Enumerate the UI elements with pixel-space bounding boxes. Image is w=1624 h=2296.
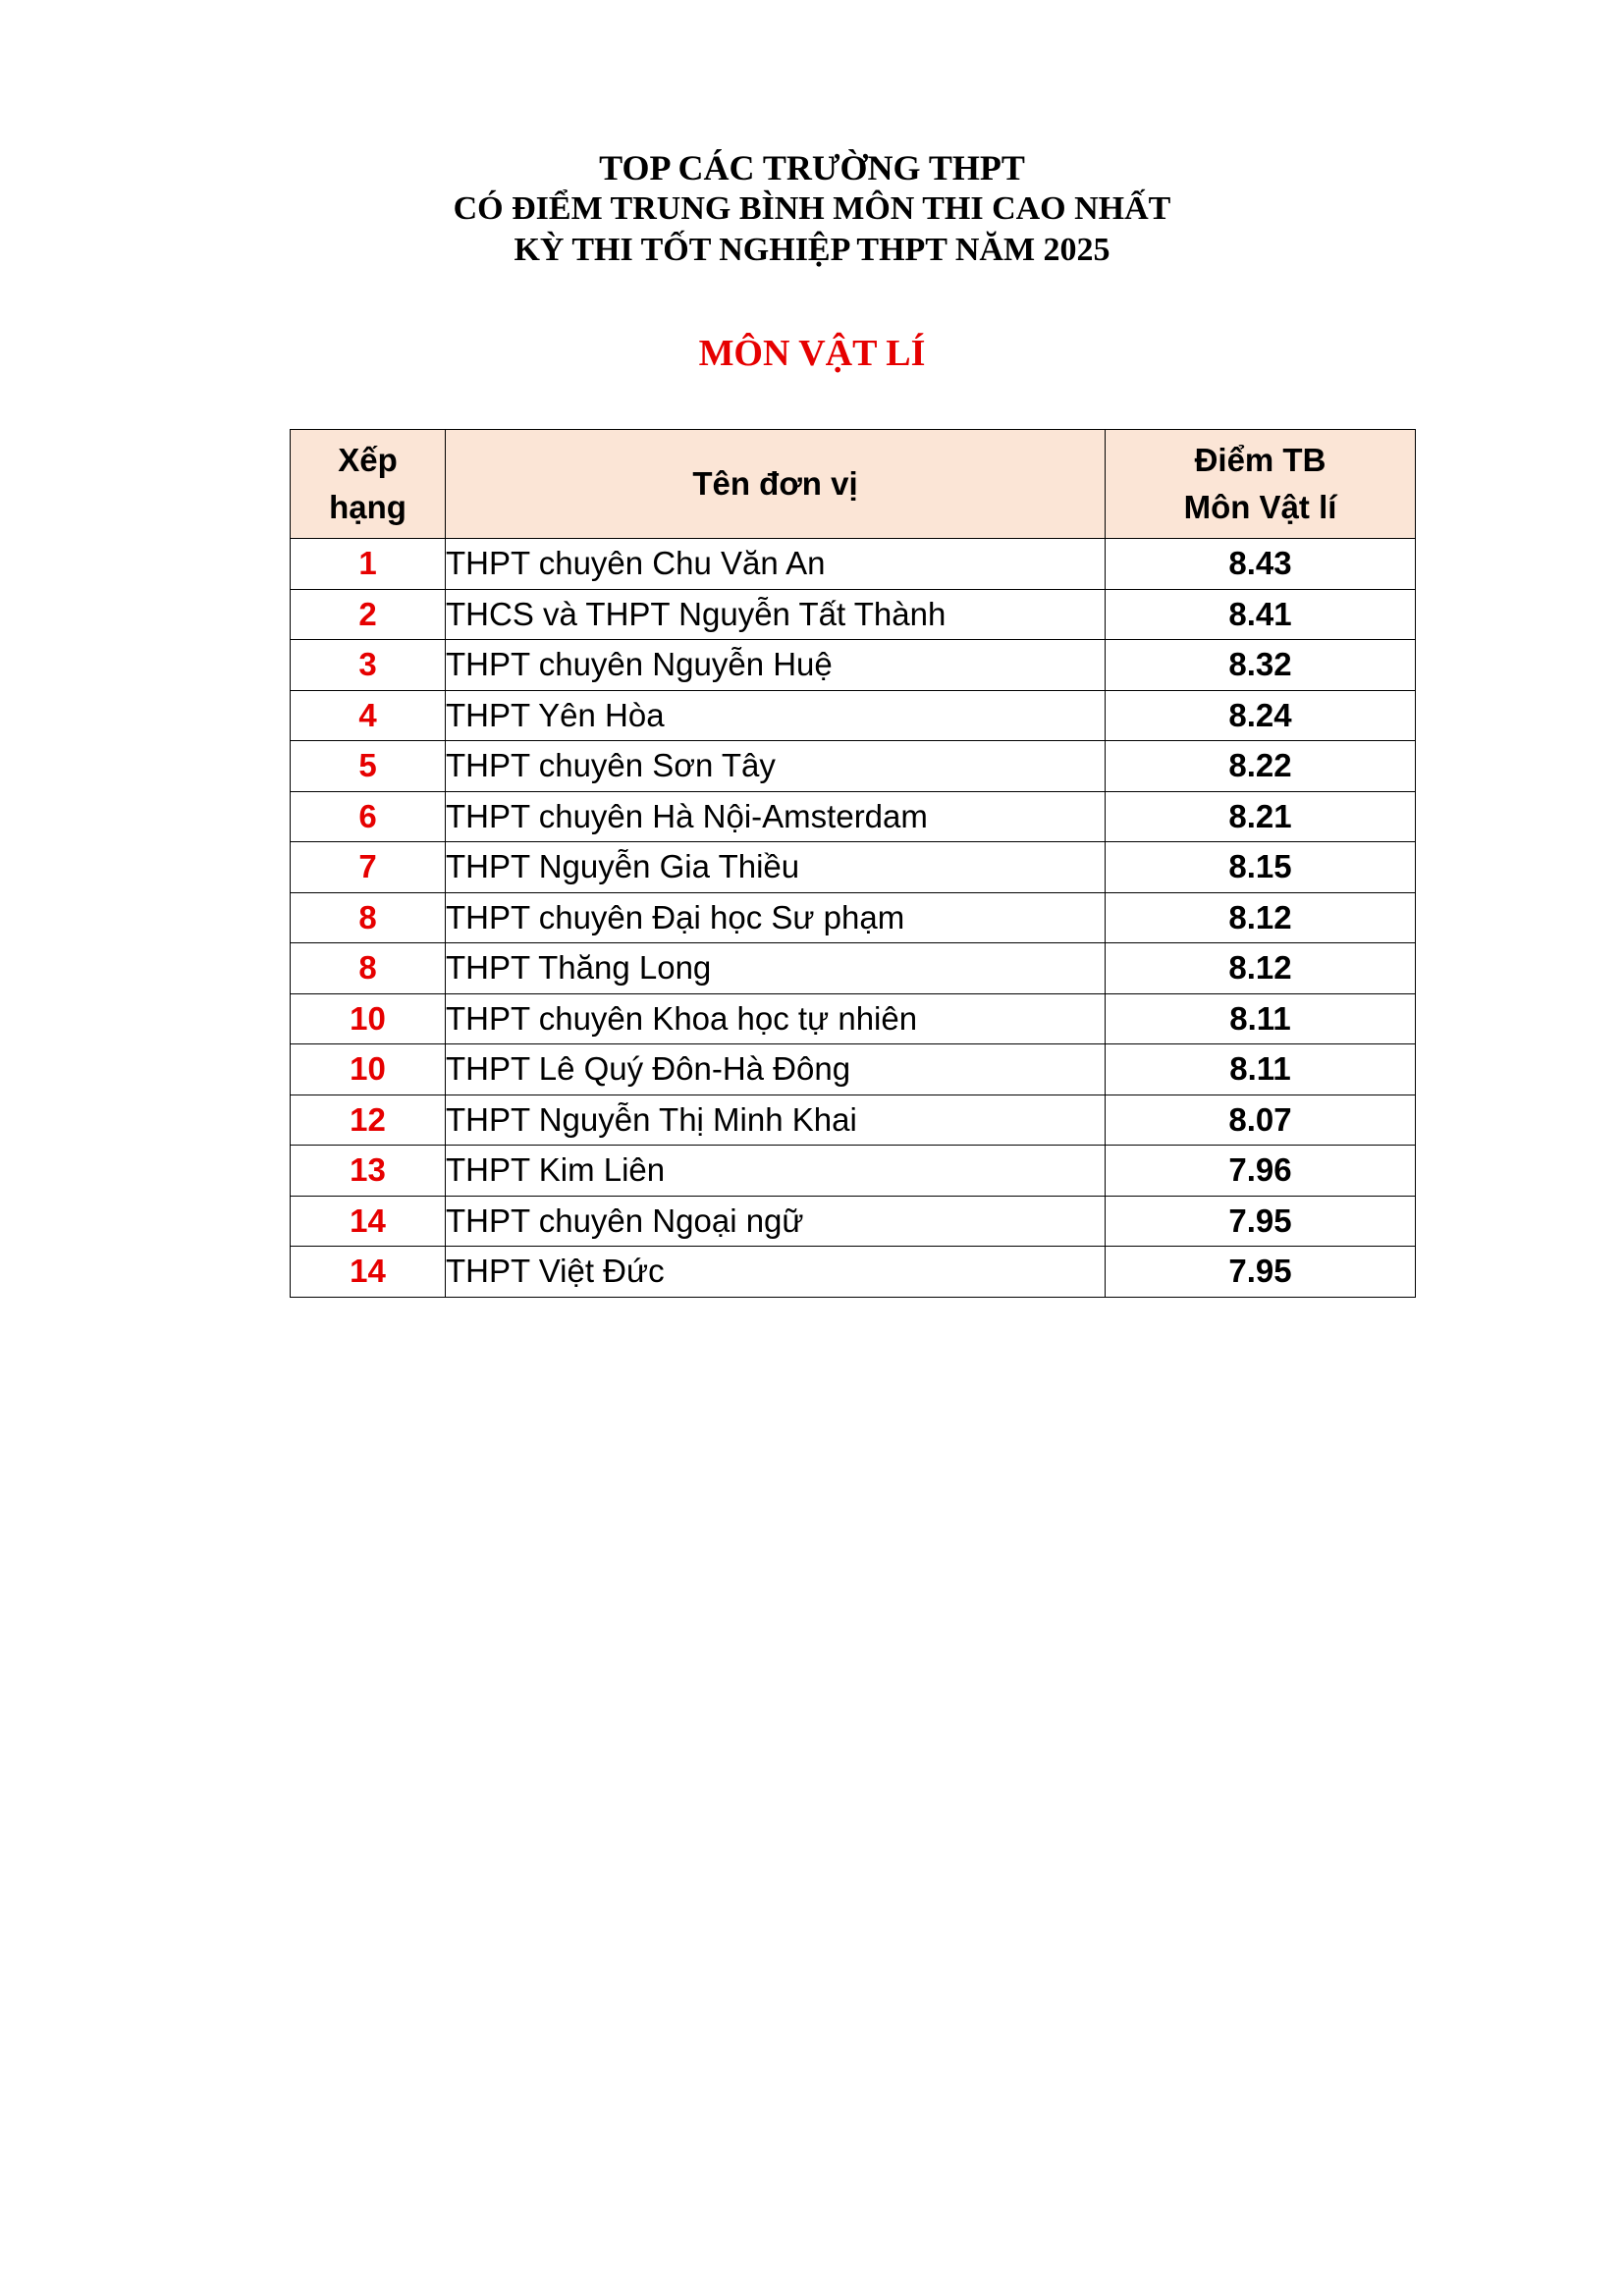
- table-row: [291, 791, 1416, 842]
- score-cell: 8.12: [1106, 892, 1416, 943]
- document-title: [0, 147, 1624, 271]
- school-name-cell: THCS và THPT Nguyễn Tất Thành: [446, 589, 1106, 640]
- school-name-cell: THPT Kim Liên: [446, 1146, 1106, 1197]
- score-cell: 8.11: [1106, 1044, 1416, 1095]
- rank-cell: 7: [291, 842, 446, 893]
- score-cell: 8.12: [1106, 943, 1416, 994]
- rank-cell: 8: [291, 943, 446, 994]
- table-body: [291, 539, 1416, 1298]
- table-row: [291, 589, 1416, 640]
- rank-cell: 13: [291, 1146, 446, 1197]
- subject-heading: MÔN VẬT LÍ: [698, 333, 926, 374]
- score-cell: 8.22: [1106, 741, 1416, 792]
- school-name-cell: THPT chuyên Đại học Sư phạm: [446, 892, 1106, 943]
- score-cell: 8.24: [1106, 690, 1416, 741]
- rank-cell: 4: [291, 690, 446, 741]
- score-cell: 7.96: [1106, 1146, 1416, 1197]
- school-name-cell: THPT chuyên Khoa học tự nhiên: [446, 993, 1106, 1044]
- table-row: [291, 842, 1416, 893]
- rank-header-line-1: Xếp: [338, 442, 398, 478]
- school-name-cell: THPT Thăng Long: [446, 943, 1106, 994]
- score-cell: 8.11: [1106, 993, 1416, 1044]
- table-row: [291, 640, 1416, 691]
- school-name-cell: THPT chuyên Nguyễn Huệ: [446, 640, 1106, 691]
- rank-header-line-2: hạng: [329, 489, 406, 525]
- rank-cell: 3: [291, 640, 446, 691]
- name-column-header: Tên đơn vị: [446, 430, 1106, 539]
- table-row: [291, 1247, 1416, 1298]
- title-line-3: KỲ THI TỐT NGHIỆP THPT NĂM 2025: [514, 232, 1110, 268]
- school-name-cell: THPT Việt Đức: [446, 1247, 1106, 1298]
- rank-cell: 12: [291, 1095, 446, 1146]
- rank-cell: 10: [291, 1044, 446, 1095]
- score-cell: 8.43: [1106, 539, 1416, 590]
- title-line-1: TOP CÁC TRƯỜNG THPT: [599, 148, 1025, 187]
- school-name-cell: THPT Lê Quý Đôn-Hà Đông: [446, 1044, 1106, 1095]
- score-cell: 8.41: [1106, 589, 1416, 640]
- table-row: [291, 1146, 1416, 1197]
- table-row: [291, 1044, 1416, 1095]
- rank-cell: 10: [291, 993, 446, 1044]
- ranking-table: [290, 429, 1416, 1298]
- rank-cell: 2: [291, 589, 446, 640]
- table-row: [291, 943, 1416, 994]
- school-name-cell: THPT chuyên Chu Văn An: [446, 539, 1106, 590]
- table-row: [291, 741, 1416, 792]
- rank-cell: 8: [291, 892, 446, 943]
- table-header: [291, 430, 1416, 539]
- score-cell: 8.21: [1106, 791, 1416, 842]
- school-name-cell: THPT chuyên Hà Nội-Amsterdam: [446, 791, 1106, 842]
- score-column-header: [1106, 430, 1416, 539]
- rank-cell: 5: [291, 741, 446, 792]
- table-header-row: [291, 430, 1416, 539]
- score-cell: 8.15: [1106, 842, 1416, 893]
- school-name-cell: THPT Yên Hòa: [446, 690, 1106, 741]
- score-cell: 8.32: [1106, 640, 1416, 691]
- school-name-cell: THPT Nguyễn Gia Thiều: [446, 842, 1106, 893]
- table-row: [291, 993, 1416, 1044]
- rank-cell: 1: [291, 539, 446, 590]
- rank-cell: 14: [291, 1247, 446, 1298]
- table-row: [291, 1196, 1416, 1247]
- rank-cell: 14: [291, 1196, 446, 1247]
- rank-column-header: [291, 430, 446, 539]
- rank-cell: 6: [291, 791, 446, 842]
- score-cell: 7.95: [1106, 1247, 1416, 1298]
- table-row: [291, 690, 1416, 741]
- school-name-cell: THPT chuyên Sơn Tây: [446, 741, 1106, 792]
- table-row: [291, 1095, 1416, 1146]
- school-name-cell: THPT chuyên Ngoại ngữ: [446, 1196, 1106, 1247]
- score-header-line-1: Điểm TB: [1194, 442, 1326, 478]
- table-row: [291, 539, 1416, 590]
- table-row: [291, 892, 1416, 943]
- school-name-cell: THPT Nguyễn Thị Minh Khai: [446, 1095, 1106, 1146]
- score-cell: 8.07: [1106, 1095, 1416, 1146]
- score-cell: 7.95: [1106, 1196, 1416, 1247]
- title-line-2: CÓ ĐIỂM TRUNG BÌNH MÔN THI CAO NHẤT: [453, 190, 1171, 227]
- score-header-line-2: Môn Vật lí: [1183, 489, 1337, 525]
